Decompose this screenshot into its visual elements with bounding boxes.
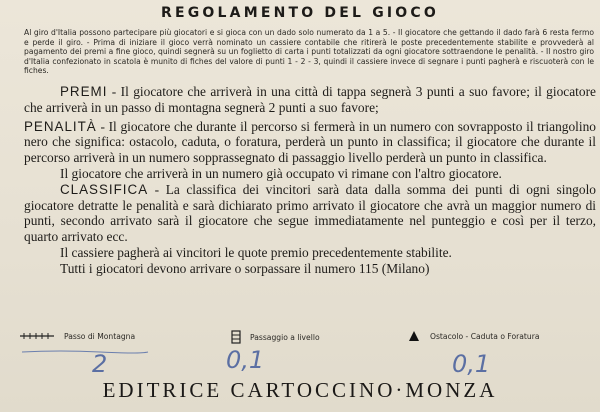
legend-ostacolo xyxy=(408,330,540,342)
page-title: REGOLAMENTO DEL GIOCO xyxy=(161,5,439,21)
finale-paragraph: Tutti i giocatori devono arrivare o sorpassare il numero 115 (Milano) xyxy=(60,260,430,276)
classifica-paragraph xyxy=(24,182,596,245)
classifica-heading: CLASSIFICA xyxy=(60,181,149,197)
handwritten-note-1: 2 xyxy=(92,350,108,378)
handwritten-note-3: 0,1 xyxy=(452,350,491,378)
cassiere-paragraph: Il cassiere pagherà ai vincitori le quote premio precedentemente stabilite. xyxy=(60,244,452,260)
occupato-paragraph: Il giocatore che arriverà in un numero già occupato vi rimane con l'altro giocatore. xyxy=(60,165,502,181)
level-crossing-icon xyxy=(230,330,242,344)
legend-passaggio xyxy=(230,330,320,344)
premi-paragraph xyxy=(24,84,596,116)
classifica-text: - La classifica dei vincitori sarà data dalla somma dei punti di ogni singolo giocatore detratte le penalità e sarà dichiarato primo arrivato il giocatore che avrà un maggior numero di punti, secondo arrivato sarà il giocatore che segue immediatamente nel punteggio e così per il terzo, quarto arrivato ecc. xyxy=(24,181,596,245)
legend-passaggio-label: Passaggio a livello xyxy=(250,332,320,342)
premi-heading: PREMI xyxy=(60,84,108,99)
penalita-text: - Il giocatore che durante il percorso si fermerà in un numero con sovrapposto il triangolino nero che significa: ostacolo, caduta, o foratura, perderà un punto in classifica; il giocatore che durante il percorso arriverà in un numero sopprassegnato di passaggio livello perderà un punto in classifica. xyxy=(24,118,596,166)
rules-body xyxy=(24,84,596,277)
intro-paragraph: Al giro d'Italia possono partecipare più giocatori e si gioca con un dado solo numerato da 1 a 5. - Il giocatore che gettando il dado farà 6 resta fermo e perde il giro. - Prima di iniziare il gioco verrà nominato un cassiere contabile che ritirerà le poste precedentemente stabilite e provvederà al pagamento dei premi a fine gioco, quindi segnerà su un foglietto di carta i punti totalizzati da ogni giocatore sottraendone le penalità. - Il nostro giro d'Italia confezionato in scatola è munito di fiches del valore di punti 1 - 2 - 3, quindi il cassiere invece di segnare i punti pagherà e riscuoterà con le fiches. xyxy=(24,28,594,76)
legend-ostacolo-label: Ostacolo - Caduta o Foratura xyxy=(430,331,540,341)
legend-passo-label: Passo di Montagna xyxy=(64,331,136,341)
triangle-icon xyxy=(408,330,420,342)
penalita-heading: PENALITÀ xyxy=(24,118,97,134)
publisher-footer: EDITRICE CARTOCCINO·MONZA xyxy=(102,378,498,402)
handwritten-underline xyxy=(20,349,150,355)
mountain-pass-icon xyxy=(18,330,56,342)
legend-passo xyxy=(18,330,135,342)
handwritten-note-2: 0,1 xyxy=(226,346,265,374)
legend xyxy=(18,330,598,346)
penalita-paragraph xyxy=(24,119,596,166)
premi-text: - Il giocatore che arriverà in una città di tappa segnerà 3 punti a suo favore; il giocatore che arriverà in un passo di montagna segnerà 2 punti a suo favore; xyxy=(24,84,596,115)
